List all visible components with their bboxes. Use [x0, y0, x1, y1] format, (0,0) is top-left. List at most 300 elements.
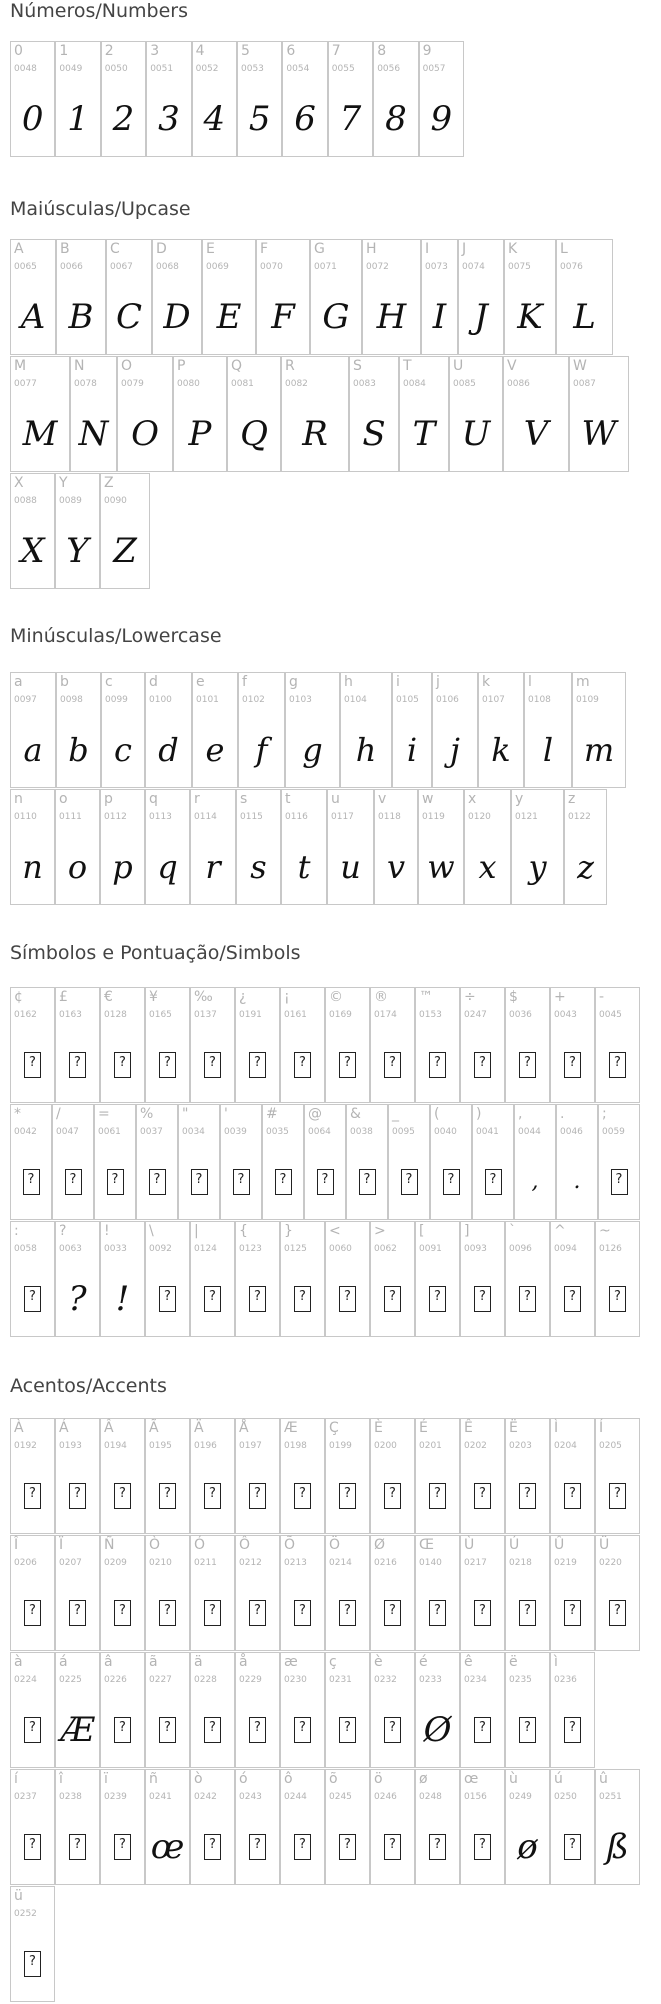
glyph-code: 0090 — [104, 496, 127, 506]
glyph-code: 0120 — [468, 812, 491, 822]
glyph-cell — [550, 987, 595, 1103]
glyph-character: è — [374, 1654, 383, 1670]
glyph-character: M — [14, 358, 27, 374]
glyph-character: d — [149, 674, 158, 690]
glyph-code: 0236 — [554, 1675, 577, 1685]
glyph-cell — [421, 239, 458, 355]
glyph-character: % — [140, 1106, 154, 1122]
glyph-character: ® — [374, 989, 388, 1005]
glyph-cell — [285, 672, 340, 788]
glyph-character: ÷ — [464, 989, 476, 1005]
glyph-code: 0114 — [194, 812, 217, 822]
glyph-character: 6 — [286, 43, 296, 59]
missing-glyph-icon — [204, 1483, 221, 1509]
glyph-sample: 9 — [430, 99, 453, 139]
glyph-code: 0199 — [329, 1441, 352, 1451]
glyph-cell — [70, 356, 117, 472]
glyph-sample: ! — [115, 1279, 130, 1319]
glyph-sample — [431, 1149, 471, 1215]
missing-glyph-icon — [249, 1834, 266, 1860]
glyph-code: 0169 — [329, 1010, 352, 1020]
glyph-code: 0056 — [377, 64, 401, 74]
glyph-sample — [281, 1697, 324, 1763]
glyph-character: É — [419, 1420, 428, 1436]
glyph-sample — [56, 1463, 99, 1529]
missing-glyph-icon — [429, 1834, 446, 1860]
glyph-code: 0064 — [308, 1127, 331, 1137]
glyph-code: 0174 — [374, 1010, 397, 1020]
glyph-code: 0226 — [104, 1675, 127, 1685]
missing-glyph-icon — [249, 1600, 266, 1626]
glyph-code: 0038 — [350, 1127, 373, 1137]
glyph-code: 0083 — [353, 379, 376, 389]
glyph-character: Å — [239, 1420, 249, 1436]
glyph-sample — [281, 1032, 324, 1098]
glyph-cell — [280, 1418, 325, 1534]
glyph-code: 0074 — [462, 262, 485, 272]
glyph-code: 0248 — [419, 1792, 442, 1802]
missing-glyph-icon — [519, 1483, 536, 1509]
glyph-character: h — [344, 674, 353, 690]
glyph-character: / — [56, 1106, 61, 1122]
glyph-code: 0084 — [403, 379, 426, 389]
glyph-code: 0091 — [419, 1244, 442, 1254]
glyph-cell — [145, 1535, 190, 1651]
glyph-cell — [505, 1535, 550, 1651]
glyph-code: 0085 — [453, 379, 476, 389]
glyph-sample — [146, 1580, 189, 1646]
glyph-cell — [100, 473, 150, 589]
glyph-code: 0137 — [194, 1010, 217, 1020]
glyph-character: ¡ — [284, 989, 290, 1005]
glyph-sample — [461, 1463, 504, 1529]
glyph-cell — [145, 672, 192, 788]
glyph-cell — [145, 789, 190, 905]
glyph-character: ~ — [599, 1223, 611, 1239]
glyph-character: $ — [509, 989, 518, 1005]
glyph-cell — [55, 41, 100, 157]
glyph-sample — [416, 1266, 459, 1332]
glyph-code: 0124 — [194, 1244, 217, 1254]
glyph-sample: N — [78, 414, 109, 454]
glyph-character: Ã — [149, 1420, 159, 1436]
glyph-code: 0250 — [554, 1792, 577, 1802]
glyph-sample: p — [112, 848, 133, 886]
glyph-character: Í — [599, 1420, 604, 1436]
glyph-sample: b — [68, 731, 89, 769]
glyph-character: å — [239, 1654, 248, 1670]
missing-glyph-icon — [294, 1717, 311, 1743]
glyph-sample — [236, 1580, 279, 1646]
glyph-cell — [464, 789, 511, 905]
glyph-cell — [328, 41, 373, 157]
glyph-code: 0212 — [239, 1558, 262, 1568]
glyph-cell — [550, 1221, 595, 1337]
glyph-character: Î — [14, 1537, 19, 1553]
glyph-code: 0119 — [422, 812, 445, 822]
glyph-cell — [505, 1221, 550, 1337]
glyph-character: > — [374, 1223, 386, 1239]
missing-glyph-icon — [485, 1169, 502, 1195]
glyph-character: S — [353, 358, 362, 374]
glyph-cell — [235, 1769, 280, 1885]
glyph-code: 0156 — [464, 1792, 487, 1802]
glyph-code: 0077 — [14, 379, 37, 389]
glyph-cell — [327, 789, 374, 905]
missing-glyph-icon — [249, 1286, 266, 1312]
glyph-code: 0067 — [110, 262, 133, 272]
missing-glyph-icon — [294, 1600, 311, 1626]
glyph-code: 0125 — [284, 1244, 307, 1254]
glyph-cell — [460, 1652, 505, 1768]
glyph-character: + — [554, 989, 566, 1005]
glyph-cell — [595, 987, 640, 1103]
glyph-character: æ — [284, 1654, 298, 1670]
glyph-cell — [55, 1535, 100, 1651]
glyph-code: 0110 — [14, 812, 37, 822]
glyph-character: p — [104, 791, 113, 807]
missing-glyph-icon — [474, 1286, 491, 1312]
glyph-character: _ — [392, 1106, 399, 1122]
glyph-cell — [280, 1652, 325, 1768]
glyph-sample — [281, 1463, 324, 1529]
glyph-character: Œ — [419, 1537, 434, 1553]
glyph-cell — [10, 672, 56, 788]
glyph-sample: z — [577, 848, 594, 886]
glyph-character: ' — [224, 1106, 228, 1122]
glyph-code: 0092 — [149, 1244, 172, 1254]
glyph-cell — [117, 356, 173, 472]
glyph-sample: J — [474, 297, 488, 337]
missing-glyph-icon — [159, 1052, 176, 1078]
missing-glyph-icon — [69, 1834, 86, 1860]
glyph-sample: ß — [606, 1827, 629, 1867]
glyph-code: 0216 — [374, 1558, 397, 1568]
glyph-cell — [56, 239, 106, 355]
glyph-sample — [101, 1032, 144, 1098]
glyph-cell — [145, 987, 190, 1103]
glyph-sample — [236, 1266, 279, 1332]
glyph-character: v — [378, 791, 387, 807]
glyph-cell — [460, 1769, 505, 1885]
glyph-cell — [235, 1221, 280, 1337]
glyph-sample — [56, 1814, 99, 1880]
glyph-character: < — [329, 1223, 341, 1239]
glyph-code: 0196 — [194, 1441, 217, 1451]
glyph-cell — [10, 1221, 55, 1337]
missing-glyph-icon — [204, 1052, 221, 1078]
glyph-code: 0241 — [149, 1792, 172, 1802]
glyph-cell — [146, 41, 191, 157]
missing-glyph-icon — [609, 1052, 626, 1078]
glyph-cell — [235, 1652, 280, 1768]
glyph-cell — [280, 1535, 325, 1651]
glyph-code: 0089 — [59, 496, 82, 506]
glyph-character: [ — [419, 1223, 425, 1239]
glyph-character: Ü — [599, 1537, 610, 1553]
glyph-sample — [551, 1814, 594, 1880]
glyph-cell — [415, 1221, 460, 1337]
glyph-cell — [564, 789, 607, 905]
glyph-sample — [11, 1266, 54, 1332]
glyph-character: Û — [554, 1537, 565, 1553]
glyph-code: 0042 — [14, 1127, 37, 1137]
missing-glyph-icon — [443, 1169, 460, 1195]
glyph-sample: Y — [66, 531, 89, 571]
missing-glyph-icon — [114, 1834, 131, 1860]
glyph-cell — [237, 41, 282, 157]
glyph-character: Ú — [509, 1537, 520, 1553]
missing-glyph-icon — [24, 1717, 41, 1743]
missing-glyph-icon — [474, 1483, 491, 1509]
glyph-code: 0093 — [464, 1244, 487, 1254]
glyph-sample: . — [573, 1169, 581, 1194]
glyph-code: 0101 — [196, 695, 219, 705]
glyph-sample: 4 — [203, 99, 226, 139]
glyph-sample — [551, 1032, 594, 1098]
missing-glyph-icon — [204, 1717, 221, 1743]
glyph-sample — [506, 1032, 549, 1098]
glyph-character: £ — [59, 989, 68, 1005]
glyph-sample — [11, 1463, 54, 1529]
glyph-sample — [371, 1697, 414, 1763]
missing-glyph-icon — [294, 1834, 311, 1860]
missing-glyph-icon — [339, 1600, 356, 1626]
glyph-sample — [326, 1463, 369, 1529]
glyph-code: 0044 — [518, 1127, 541, 1137]
glyph-code: 0045 — [599, 1010, 622, 1020]
glyph-code: 0202 — [464, 1441, 487, 1451]
glyph-cell — [227, 356, 281, 472]
missing-glyph-icon — [317, 1169, 334, 1195]
glyph-cell — [55, 789, 100, 905]
glyph-character: c — [105, 674, 113, 690]
glyph-character: W — [573, 358, 587, 374]
glyph-sample: U — [461, 414, 491, 454]
glyph-cell — [10, 1652, 55, 1768]
glyph-code: 0194 — [104, 1441, 127, 1451]
glyph-character: n — [14, 791, 23, 807]
glyph-sample: f — [255, 731, 268, 769]
glyph-character: . — [560, 1106, 565, 1122]
glyph-cell — [173, 356, 227, 472]
missing-glyph-icon — [519, 1052, 536, 1078]
glyph-code: 0068 — [156, 262, 179, 272]
glyph-cell — [10, 1886, 55, 2002]
glyph-character: Ï — [59, 1537, 64, 1553]
glyph-code: 0205 — [599, 1441, 622, 1451]
glyph-cell — [100, 1652, 145, 1768]
missing-glyph-icon — [339, 1483, 356, 1509]
glyph-code: 0055 — [331, 64, 355, 74]
missing-glyph-icon — [564, 1600, 581, 1626]
glyph-character: ? — [59, 1223, 67, 1239]
glyph-sample: d — [158, 731, 179, 769]
glyph-sample: 0 — [21, 99, 44, 139]
glyph-character: © — [329, 989, 343, 1005]
glyph-code: 0228 — [194, 1675, 217, 1685]
glyph-cell — [192, 41, 237, 157]
glyph-sample: F — [271, 297, 295, 337]
glyph-sample — [101, 1814, 144, 1880]
missing-glyph-icon — [339, 1717, 356, 1743]
glyph-character: B — [60, 241, 70, 257]
glyph-cell — [235, 987, 280, 1103]
glyph-cell — [388, 1104, 430, 1220]
glyph-sample: 3 — [158, 99, 180, 139]
glyph-character: ö — [374, 1771, 383, 1787]
glyph-sample: K — [517, 297, 543, 337]
glyph-sample — [461, 1697, 504, 1763]
glyph-sample — [191, 1814, 234, 1880]
glyph-code: 0115 — [240, 812, 263, 822]
glyph-cell — [370, 1418, 415, 1534]
missing-glyph-icon — [249, 1717, 266, 1743]
glyph-cell — [282, 41, 327, 157]
glyph-cell — [10, 987, 55, 1103]
glyph-character: t — [285, 791, 291, 807]
glyph-code: 0035 — [266, 1127, 289, 1137]
glyph-cell — [340, 672, 392, 788]
glyph-sample — [137, 1149, 177, 1215]
glyph-sample — [11, 1697, 54, 1763]
glyph-sample: 1 — [67, 99, 89, 139]
missing-glyph-icon — [275, 1169, 292, 1195]
glyph-sample — [95, 1149, 135, 1215]
glyph-code: 0211 — [194, 1558, 217, 1568]
glyph-code: 0218 — [509, 1558, 532, 1568]
missing-glyph-icon — [564, 1483, 581, 1509]
glyph-cell — [238, 672, 285, 788]
section-title: Acentos/Accents — [10, 1375, 167, 1397]
glyph-sample — [191, 1580, 234, 1646]
glyph-character: ô — [284, 1771, 293, 1787]
missing-glyph-icon — [429, 1052, 446, 1078]
glyph-cell — [10, 1535, 55, 1651]
glyph-sample: 8 — [385, 99, 407, 139]
glyph-character: 4 — [195, 43, 205, 59]
glyph-sample: C — [115, 297, 142, 337]
glyph-cell — [190, 1769, 235, 1885]
glyph-cell — [55, 473, 100, 589]
glyph-sample: h — [355, 731, 377, 769]
glyph-character: & — [350, 1106, 361, 1122]
glyph-code: 0086 — [507, 379, 530, 389]
glyph-character: x — [468, 791, 477, 807]
missing-glyph-icon — [114, 1600, 131, 1626]
glyph-sample: H — [376, 297, 407, 337]
glyph-code: 0113 — [149, 812, 172, 822]
glyph-character: L — [560, 241, 568, 257]
glyph-character: œ — [464, 1771, 479, 1787]
glyph-code: 0234 — [464, 1675, 487, 1685]
glyph-sample: V — [523, 414, 549, 454]
glyph-code: 0094 — [554, 1244, 577, 1254]
glyph-sample: X — [20, 531, 45, 571]
glyph-sample — [461, 1032, 504, 1098]
glyph-character: 0 — [14, 43, 23, 59]
glyph-code: 0102 — [242, 695, 265, 705]
glyph-code: 0049 — [59, 64, 83, 74]
missing-glyph-icon — [114, 1717, 131, 1743]
glyph-sample — [56, 1032, 99, 1098]
glyph-code: 0036 — [509, 1010, 532, 1020]
glyph-sample — [599, 1149, 639, 1215]
glyph-cell — [100, 1535, 145, 1651]
glyph-code: 0153 — [419, 1010, 442, 1020]
glyph-cell — [325, 1769, 370, 1885]
glyph-sample — [371, 1032, 414, 1098]
glyph-cell — [432, 672, 478, 788]
glyph-cell — [349, 356, 399, 472]
glyph-cell — [310, 239, 362, 355]
glyph-code: 0117 — [331, 812, 354, 822]
glyph-code: 0088 — [14, 496, 37, 506]
glyph-cell — [550, 1418, 595, 1534]
glyph-character: I — [425, 241, 430, 257]
glyph-character: s — [240, 791, 248, 807]
glyph-cell — [100, 987, 145, 1103]
missing-glyph-icon — [294, 1483, 311, 1509]
missing-glyph-icon — [204, 1600, 221, 1626]
glyph-cell — [598, 1104, 640, 1220]
glyph-code: 0079 — [121, 379, 144, 389]
glyph-sample — [416, 1032, 459, 1098]
glyph-code: 0225 — [59, 1675, 82, 1685]
glyph-cell — [370, 987, 415, 1103]
missing-glyph-icon — [519, 1717, 536, 1743]
glyph-code: 0230 — [284, 1675, 307, 1685]
glyph-cell — [178, 1104, 220, 1220]
glyph-code: 0204 — [554, 1441, 577, 1451]
glyph-cell — [325, 1221, 370, 1337]
missing-glyph-icon — [429, 1600, 446, 1626]
glyph-sample — [191, 1463, 234, 1529]
glyph-character: A — [14, 241, 24, 257]
glyph-cell — [190, 1221, 235, 1337]
missing-glyph-icon — [359, 1169, 376, 1195]
glyph-character: ] — [464, 1223, 470, 1239]
glyph-code: 0220 — [599, 1558, 622, 1568]
glyph-character: Æ — [284, 1420, 298, 1436]
section-title: Números/Numbers — [10, 0, 188, 22]
glyph-sample — [551, 1463, 594, 1529]
glyph-character: 7 — [331, 43, 341, 59]
glyph-character: ã — [149, 1654, 158, 1670]
glyph-code: 0140 — [419, 1558, 442, 1568]
glyph-sample — [11, 1931, 54, 1997]
glyph-character: = — [98, 1106, 110, 1122]
glyph-sample — [191, 1032, 234, 1098]
glyph-cell — [280, 1769, 325, 1885]
glyph-cell — [362, 239, 421, 355]
glyph-sample — [281, 1580, 324, 1646]
glyph-code: 0043 — [554, 1010, 577, 1020]
glyph-sample — [236, 1032, 279, 1098]
glyph-cell — [415, 1652, 460, 1768]
glyph-code: 0106 — [436, 695, 459, 705]
missing-glyph-icon — [609, 1286, 626, 1312]
glyph-cell — [190, 1652, 235, 1768]
glyph-code: 0033 — [104, 1244, 127, 1254]
glyph-code: 0249 — [509, 1792, 532, 1802]
glyph-sample: 2 — [112, 99, 135, 139]
glyph-cell — [325, 1652, 370, 1768]
glyph-cell — [55, 1652, 100, 1768]
glyph-character: í — [14, 1771, 18, 1787]
glyph-code: 0126 — [599, 1244, 622, 1254]
glyph-character: E — [206, 241, 215, 257]
